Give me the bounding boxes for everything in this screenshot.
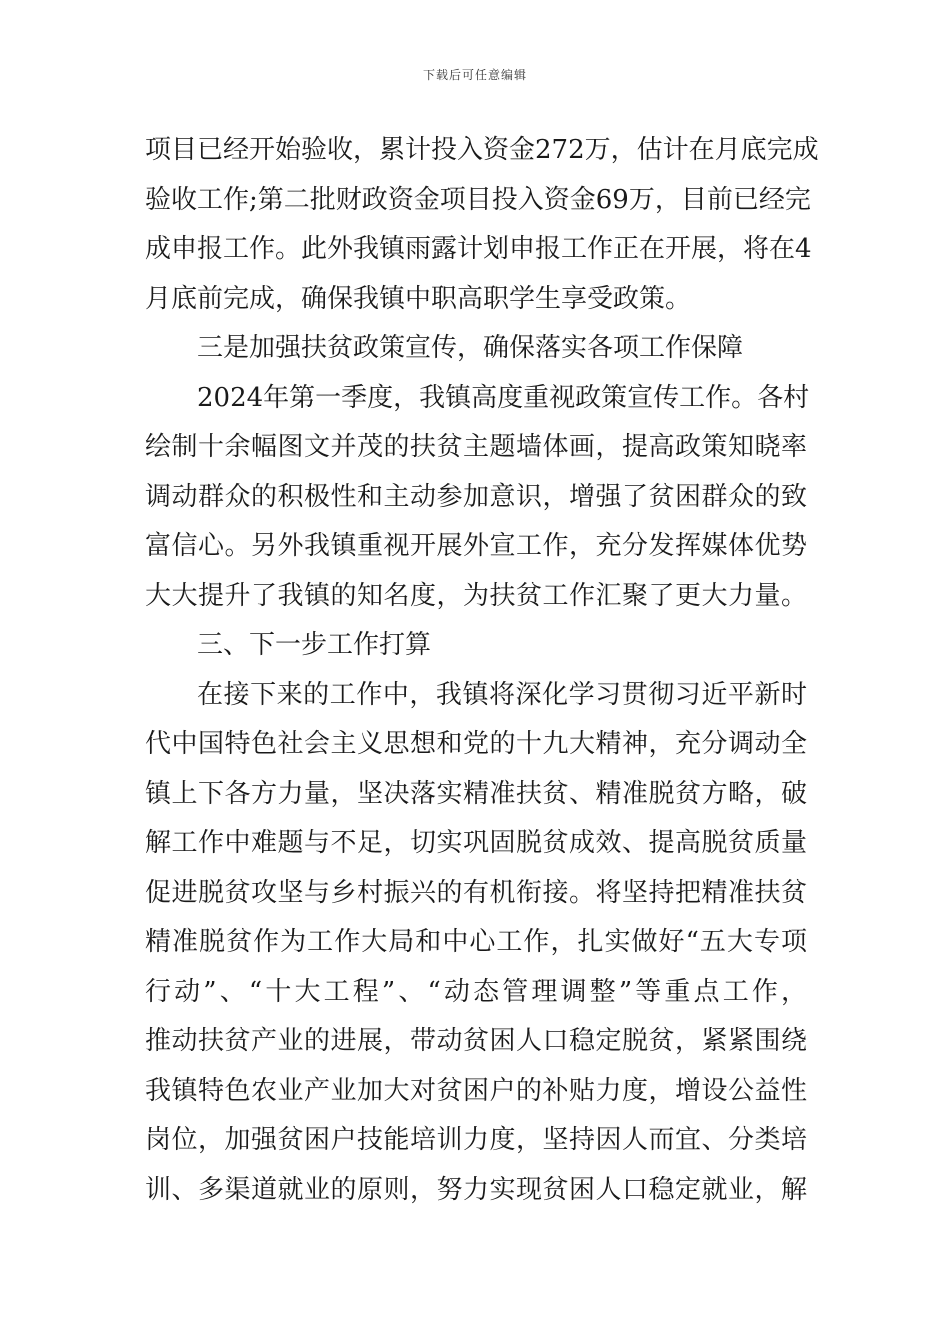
text-line [145, 275, 807, 325]
text-line-content: 项目已经开始验收，累计投入资金272万，估计在月底完成 [145, 135, 819, 165]
text-line-content: 推动扶贫产业的进展，带动贫困人口稳定脱贫，紧紧围绕 [145, 1026, 807, 1056]
text-line [145, 572, 807, 622]
text-line-content: 三是加强扶贫政策宣传，确保落实各项工作保障 [197, 333, 744, 363]
text-line [145, 621, 807, 671]
text-line-content: 月底前完成，确保我镇中职高职学生享受政策。 [145, 283, 692, 314]
text-line-content: 在接下来的工作中，我镇将深化学习贯彻习近平新时 [197, 679, 807, 710]
text-line-content: 训、多渠道就业的原则，努力实现贫困人口稳定就业，解 [145, 1174, 807, 1205]
text-line [145, 126, 819, 176]
text-line [145, 423, 807, 473]
text-line-content: 我镇特色农业产业加大对贫困户的补贴力度，增设公益性 [145, 1075, 807, 1106]
text-line [145, 869, 807, 919]
text-line [145, 1067, 807, 1117]
text-line-content: 岗位，加强贫困户技能培训力度，坚持因人而宜、分类培 [145, 1125, 807, 1155]
text-line [145, 968, 807, 1018]
text-line-content: 解工作中难题与不足，切实巩固脱贫成效、提高脱贫质量 [145, 828, 807, 858]
text-line-content: 调动群众的积极性和主动参加意识，增强了贫困群众的致 [145, 481, 807, 512]
text-line [145, 1166, 807, 1216]
text-line-content: 三、下一步工作打算 [197, 630, 432, 660]
text-line [145, 671, 807, 721]
text-line [145, 918, 807, 968]
text-line-content: 精准脱贫作为工作大局和中心工作，扎实做好“五大专项 [145, 927, 807, 957]
text-line-content: 大大提升了我镇的知名度，为扶贫工作汇聚了更大力量。 [145, 580, 807, 611]
text-line [145, 522, 807, 572]
text-line-content: 验收工作;第二批财政资金项目投入资金69万，目前已经完 [145, 184, 811, 215]
text-line [145, 1017, 807, 1067]
text-line-content: 行动”、“十大工程”、“动态管理调整”等重点工作， [145, 976, 807, 1007]
text-line [145, 473, 807, 523]
text-line [145, 324, 807, 374]
page-header: 下载后可任意编辑 [422, 68, 527, 82]
text-line [145, 770, 807, 820]
text-line-content: 促进脱贫攻坚与乡村振兴的有机衔接。将坚持把精准扶贫 [145, 877, 807, 908]
text-line-content: 镇上下各方力量，坚决落实精准扶贫、精准脱贫方略，破 [145, 778, 807, 809]
text-line-content: 代中国特色社会主义思想和党的十九大精神，充分调动全 [145, 729, 807, 759]
text-line [145, 225, 812, 275]
text-line [145, 819, 807, 869]
document-body [145, 126, 819, 1215]
text-line [145, 1116, 807, 1166]
text-line-content: 成申报工作。此外我镇雨露计划申报工作正在开展，将在4 [145, 234, 812, 264]
text-line-content: 富信心。另外我镇重视开展外宣工作，充分发挥媒体优势 [145, 531, 807, 561]
text-line-content: 2024年第一季度，我镇高度重视政策宣传工作。各村 [197, 382, 810, 413]
text-line [145, 176, 811, 226]
text-line [145, 374, 810, 424]
text-line-content: 绘制十余幅图文并茂的扶贫主题墙体画，提高政策知晓率 [145, 432, 807, 462]
text-line [145, 720, 807, 770]
